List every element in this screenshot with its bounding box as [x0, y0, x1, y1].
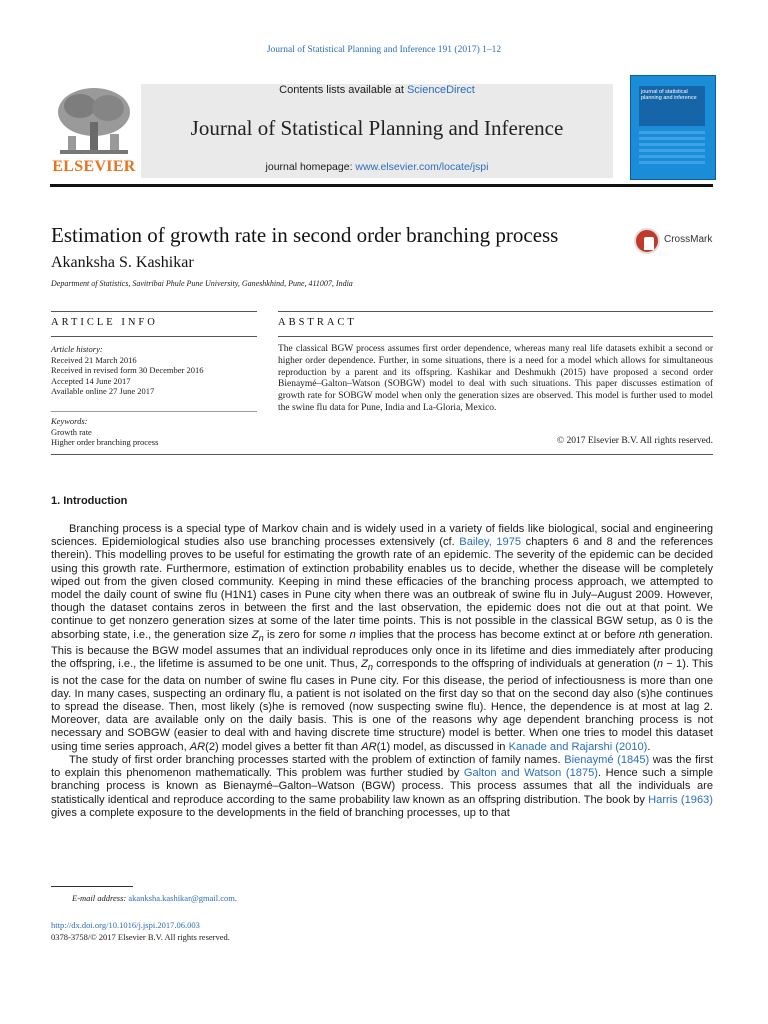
history-item: Available online 27 June 2017 — [51, 386, 155, 396]
journal-homepage-line: journal homepage: www.elsevier.com/locate/jspi — [265, 161, 489, 173]
abstract-rule — [278, 311, 713, 312]
cover-pattern — [639, 131, 705, 167]
paragraph: Branching process is a special type of Markov chain and is widely used in a variety of fields like biological, social and engineering sciences. Epidemiological studies also use branching processes extensively (cf. Bailey, 1975 chapters 6 and 8 and the references therein). This modelling proves to be useful for estimating the growth rate of an epidemic. The severity of the epidemic can be decided using this growth rate. Furthermore, estimation of extinction probability enables us to decide, whether the disease will be completely wiped out from the given closed community. Keeping in mind these efficacies of the branching process approach, we attempted to model the daily count of swine flu (H1N1) cases in Pune city when there was an outbreak of swine flu in July–August 2009. However, though the dataset contains zeros in between the first and the last observation, the epidemic does not die out at that point. We continue to get nonzero generation sizes at some of the later time points. This is not possible in the classical BGW setup, as 0 is the absorbing state, i.e., the generation size $Z_n$ is zero for some n implies that the process has become extinct at or before nth generation. This is because the BGW model assumes that an individual reproduces only once in its lifetime and dies immediately after producing the offspring, i.e., the lifetime is assumed to be one unit. Thus, $Z_n$ corresponds to the offspring of individuals at generation (n − 1). This is not the case for the data on number of swine flu cases in Pune city. For this disease, the period of infectiousness is more than one day. In many cases, suspecting an ordinary flu, a patient is not isolated on the first day so that on the second day also (s)he continues to spread the disease. Then, most likely (s)he is removed (now suspecting swine flu). Hence, the dependence is at most at lag 2. Moreover, data are available only on the daily basis. This is one of the reasons why age dependent branching process is not necessary and SOBGW (easier to deal with and having discrete time structure) model is better. When one tries to model this dataset using time series approach, AR(2) model gives a better fit than AR(1) model, as discussed in Kanade and Rajarshi (2010). — [51, 523, 714, 753]
footnote-rule — [51, 886, 133, 887]
sciencedirect-link[interactable]: ScienceDirect — [406, 84, 475, 96]
article-history — [51, 344, 257, 397]
history-label: Article history: — [51, 344, 103, 354]
paragraph: The study of first order branching processes started with the problem of extinction of family names. Bienaymé (1845) was the first to explain this phenomenon mathematically. This problem was further studied by Galton and Watson (1875). Hence such a simple branching process is known as Bienaymé–Galton–Watson (BGW) process. This process assumes that all the individuals are statistically identical and reproduce according to the same probability law known as an offspring distribution. The book by Harris (1963) gives a complete exposure to the developments in the field of branching processes, up to that — [51, 753, 713, 819]
citation-year-link[interactable]: (1963) — [677, 793, 713, 806]
keyword-item: Growth rate — [51, 426, 92, 437]
keywords-rule — [51, 411, 257, 412]
introduction-body — [51, 523, 713, 820]
crossmark-icon — [634, 228, 660, 254]
citation-link[interactable]: Kanade and Rajarshi — [508, 740, 613, 753]
journal-title: Journal of Statistical Planning and Inference — [190, 116, 564, 140]
abstract-rule-lower — [278, 336, 713, 337]
footnote-email: E-mail address: akanksha.kashikar@gmail.com. — [72, 893, 237, 903]
history-item: Received 21 March 2016 — [51, 354, 137, 365]
keywords-label: Keywords: — [51, 416, 88, 426]
keyword-item: Higher order branching process — [51, 437, 159, 447]
keywords-block — [51, 416, 257, 448]
abstract-text: The classical BGW process assumes first order dependence, whereas many real life datasets exhibit a second or higher order dependence. Further, in some situations, there is a need for a model which allows for simultaneous reproduction by a parent and its offspring. Kashikar and Deshmukh (2015) have proposed a second order Bienaymé–Galton–Watson (SOBGW) model to deal with such situations. This paper discusses estimation of growth rate for SOBGW model when only the generation sizes are observed. This model is further used to model the swine flu data for Pune, India and La-Gloria, Mexico. — [278, 344, 713, 413]
header-divider — [50, 184, 713, 187]
journal-citation[interactable]: Journal of Statistical Planning and Inference 191 (2017) 1–12 — [266, 45, 502, 55]
abstract-bottom-rule — [51, 454, 713, 455]
citation-link[interactable]: Galton and Watson — [463, 767, 562, 780]
history-item: Received in revised form 30 December 2016 — [51, 365, 204, 375]
paper-title: Estimation of growth rate in second order branching process — [51, 223, 559, 247]
journal-homepage-link[interactable]: www.elsevier.com/locate/jspi — [355, 161, 489, 173]
cover-title: journal of statistical planning and inference — [641, 89, 697, 101]
contents-line: Contents lists available at ScienceDirect — [279, 84, 475, 96]
abstract-heading: ABSTRACT — [278, 317, 357, 328]
citation-year-link[interactable]: (1875) — [561, 767, 598, 780]
citation-link[interactable]: Harris — [648, 793, 678, 806]
abstract-copyright: © 2017 Elsevier B.V. All rights reserved. — [556, 436, 713, 446]
crossmark-badge[interactable] — [634, 226, 714, 256]
author-name: Akanksha S. Kashikar — [51, 254, 194, 271]
doi-link[interactable]: http://dx.doi.org/10.1016/j.jspi.2017.06.003 — [51, 920, 200, 930]
article-info-rule-lower — [51, 336, 257, 337]
article-info-rule — [51, 311, 257, 312]
crossmark-label: CrossMark — [664, 234, 713, 245]
author-affiliation: Department of Statistics, Savitribai Phule Pune University, Ganeshkhind, Pune, 411007, India — [51, 279, 353, 288]
history-item: Accepted 14 June 2017 — [51, 375, 131, 386]
article-info-heading: ARTICLE INFO — [51, 317, 158, 328]
issn-copyright: 0378-3758/© 2017 Elsevier B.V. All rights reserved. — [51, 932, 230, 942]
citation-year-link[interactable]: (2010) — [615, 740, 648, 753]
elsevier-wordmark: ELSEVIER — [52, 158, 136, 175]
citation-link[interactable]: Bienaymé — [564, 753, 614, 766]
citation-year-link[interactable]: (1845) — [613, 753, 650, 766]
email-link[interactable]: akanksha.kashikar@gmail.com — [128, 893, 235, 903]
section-heading-introduction: 1. Introduction — [51, 495, 128, 507]
citation-link[interactable]: Bailey, 1975 — [459, 536, 522, 549]
journal-cover-thumbnail[interactable] — [630, 75, 716, 180]
